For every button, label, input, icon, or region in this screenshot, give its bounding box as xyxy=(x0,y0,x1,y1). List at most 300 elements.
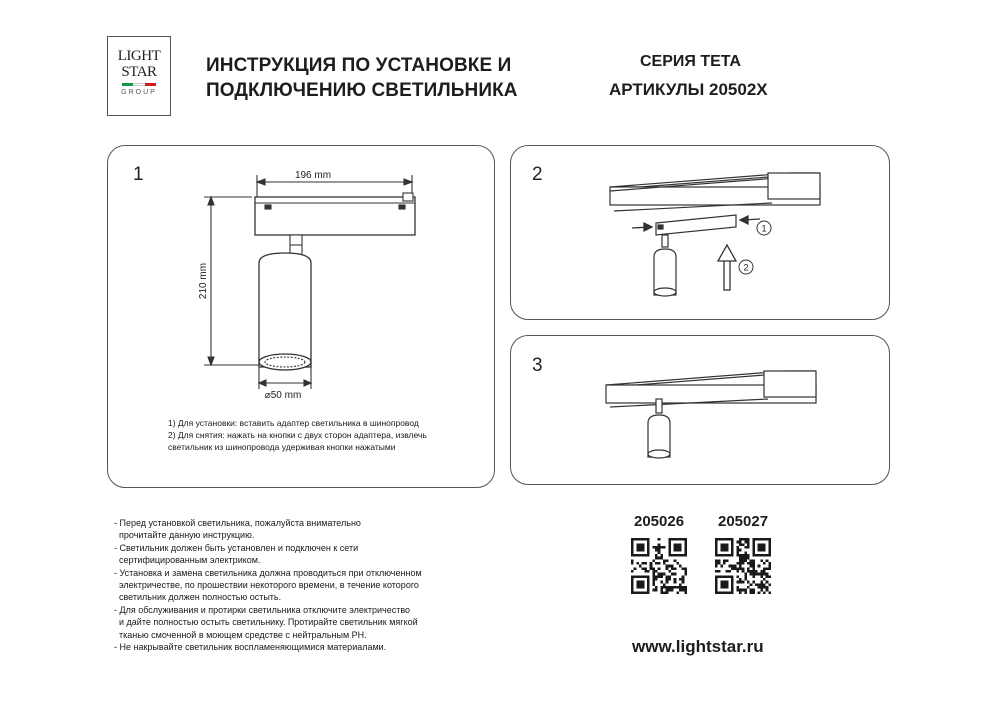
qr-module xyxy=(671,567,674,570)
qr-module xyxy=(723,543,726,546)
qr-module xyxy=(642,562,645,565)
qr-module xyxy=(731,565,734,568)
qr-module xyxy=(652,570,655,573)
qr-module xyxy=(728,591,731,594)
qr-module xyxy=(684,543,687,546)
qr-module xyxy=(768,583,771,586)
warning-line: - Перед установкой светильника, пожалуйста внимательно xyxy=(114,518,361,528)
qr-module xyxy=(723,591,726,594)
qr-module xyxy=(736,575,739,578)
product-code-1: 205026 xyxy=(634,513,685,530)
qr-module xyxy=(760,549,763,552)
lamp-cylinder xyxy=(259,253,311,367)
qr-module xyxy=(668,578,671,581)
qr-module xyxy=(634,554,637,557)
qr-module xyxy=(723,559,726,562)
qr-module xyxy=(642,583,645,586)
qr-module xyxy=(668,589,671,592)
qr-module xyxy=(723,581,726,584)
qr-module xyxy=(663,573,666,576)
qr-module xyxy=(647,589,650,592)
warning-line: сертифицированным электриком. xyxy=(114,555,261,566)
qr-module xyxy=(639,565,642,568)
qr-module xyxy=(766,586,769,589)
qr-module xyxy=(636,586,639,589)
qr-module xyxy=(682,586,685,589)
flag-green xyxy=(122,83,133,86)
qr-module xyxy=(739,554,742,557)
qr-module xyxy=(644,554,647,557)
qr-module xyxy=(768,591,771,594)
qr-module xyxy=(674,543,677,546)
qr-module xyxy=(658,538,661,541)
qr-module xyxy=(760,581,763,584)
qr-module xyxy=(631,583,634,586)
warning-line: - Установка и замена светильника должна проводиться при отключенном xyxy=(114,567,422,578)
marker-2-label: 2 xyxy=(743,262,749,273)
qr-module xyxy=(631,554,634,557)
qr-module xyxy=(747,581,750,584)
qr-module xyxy=(658,551,661,554)
series-label: СЕРИЯ TETA xyxy=(640,53,741,70)
qr-module xyxy=(728,538,731,541)
brand-logo xyxy=(107,36,171,116)
qr-module xyxy=(674,573,677,576)
qr-module xyxy=(655,575,658,578)
qr-module xyxy=(679,583,682,586)
qr-module xyxy=(728,565,731,568)
qr-module xyxy=(647,541,650,544)
qr-module xyxy=(752,589,755,592)
qr-module xyxy=(744,575,747,578)
qr-module xyxy=(666,565,669,568)
qr-module xyxy=(731,578,734,581)
qr-module xyxy=(631,578,634,581)
qr-module xyxy=(684,549,687,552)
qr-module xyxy=(682,538,685,541)
press-arrow-right-head xyxy=(740,216,748,224)
qr-module xyxy=(752,538,755,541)
qr-module xyxy=(674,559,677,562)
qr-module xyxy=(644,562,647,565)
qr-module xyxy=(731,591,734,594)
qr-module xyxy=(723,554,726,557)
qr-module xyxy=(636,538,639,541)
qr-module xyxy=(652,546,655,549)
qr-module xyxy=(639,586,642,589)
qr-module xyxy=(658,543,661,546)
qr-module xyxy=(666,589,669,592)
qr-module xyxy=(655,578,658,581)
qr-module xyxy=(663,546,666,549)
qr-module xyxy=(676,586,679,589)
qr-module xyxy=(747,538,750,541)
diameter-label: ⌀50 mm xyxy=(264,390,302,401)
page-title-line-1: ИНСТРУКЦИЯ ПО УСТАНОВКЕ И xyxy=(206,55,512,76)
qr-module xyxy=(744,573,747,576)
lift-arrow-shaft xyxy=(724,260,730,290)
warning-line: и дайте полностью остыть светильнику. Протирайте светильник мягкой xyxy=(114,617,418,628)
installed-drawing xyxy=(510,335,890,485)
qr-module xyxy=(739,543,742,546)
qr-module xyxy=(660,573,663,576)
qr-code-1 xyxy=(631,538,687,594)
qr-module xyxy=(636,583,639,586)
qr-module xyxy=(647,583,650,586)
qr-module xyxy=(682,575,685,578)
qr-module xyxy=(752,551,755,554)
qr-module xyxy=(668,575,671,578)
qr-module xyxy=(744,551,747,554)
qr-module xyxy=(639,549,642,552)
qr-module xyxy=(655,589,658,592)
qr-module xyxy=(723,575,726,578)
qr-module xyxy=(676,543,679,546)
step-1-number: 1 xyxy=(133,164,144,185)
qr-module xyxy=(666,567,669,570)
website-link[interactable]: www.lightstar.ru xyxy=(632,637,764,656)
qr-module xyxy=(676,546,679,549)
qr-module xyxy=(658,575,661,578)
qr-module xyxy=(676,549,679,552)
qr-module xyxy=(631,543,634,546)
qr-module xyxy=(726,543,729,546)
qr-module xyxy=(639,538,642,541)
adapter-button-left xyxy=(265,205,271,209)
qr-module xyxy=(739,557,742,560)
qr-module xyxy=(684,541,687,544)
logo-word-light: LIGHT xyxy=(117,48,161,64)
warning-line: - Не накрывайте светильник воспламеняющимися материалами. xyxy=(114,642,387,653)
qr-module xyxy=(731,586,734,589)
qr-module xyxy=(631,570,634,573)
qr-module xyxy=(652,589,655,592)
qr-module xyxy=(760,538,763,541)
qr-code-2 xyxy=(715,538,771,594)
qr-module xyxy=(758,586,761,589)
flag-white xyxy=(133,83,144,86)
lamp-lens-rim xyxy=(654,288,676,296)
qr-module xyxy=(747,586,750,589)
qr-module xyxy=(639,591,642,594)
qr-module xyxy=(674,567,677,570)
qr-module xyxy=(679,578,682,581)
qr-module xyxy=(726,575,729,578)
qr-module xyxy=(647,551,650,554)
qr-module xyxy=(650,565,653,568)
qr-module xyxy=(636,581,639,584)
qr-module xyxy=(668,541,671,544)
qr-module xyxy=(655,554,658,557)
qr-module xyxy=(739,589,742,592)
qr-module xyxy=(768,549,771,552)
qr-module xyxy=(682,578,685,581)
qr-module xyxy=(747,557,750,560)
qr-module xyxy=(720,549,723,552)
qr-module xyxy=(742,567,745,570)
qr-module xyxy=(726,586,729,589)
qr-module xyxy=(679,549,682,552)
qr-module xyxy=(668,549,671,552)
qr-module xyxy=(655,570,658,573)
qr-module xyxy=(718,559,721,562)
qr-module xyxy=(758,591,761,594)
qr-module xyxy=(760,589,763,592)
qr-module xyxy=(682,554,685,557)
qr-module xyxy=(723,586,726,589)
qr-module xyxy=(652,583,655,586)
diameter-arrow-right xyxy=(304,380,311,386)
qr-module xyxy=(736,562,739,565)
qr-module xyxy=(631,549,634,552)
qr-module xyxy=(723,538,726,541)
qr-module xyxy=(763,573,766,576)
qr-module xyxy=(731,581,734,584)
qr-module xyxy=(674,586,677,589)
qr-module xyxy=(718,570,721,573)
qr-module xyxy=(631,559,634,562)
qr-module xyxy=(728,570,731,573)
qr-module xyxy=(736,589,739,592)
qr-module xyxy=(634,538,637,541)
qr-module xyxy=(715,591,718,594)
qr-module xyxy=(731,589,734,592)
qr-module xyxy=(658,546,661,549)
qr-module xyxy=(763,538,766,541)
qr-module xyxy=(671,586,674,589)
qr-module xyxy=(742,562,745,565)
warning-line: - Светильник должен быть установлен и подключен к сети xyxy=(114,542,359,553)
qr-module xyxy=(744,589,747,592)
qr-module xyxy=(679,565,682,568)
qr-module xyxy=(744,578,747,581)
qr-module xyxy=(660,589,663,592)
qr-module xyxy=(731,551,734,554)
qr-module xyxy=(684,570,687,573)
qr-module xyxy=(723,546,726,549)
qr-module xyxy=(674,554,677,557)
qr-module xyxy=(679,543,682,546)
qr-module xyxy=(663,559,666,562)
logo-word-group: GROUP xyxy=(121,89,157,96)
qr-module xyxy=(755,554,758,557)
height-label: 210 mm xyxy=(198,262,209,300)
qr-module xyxy=(736,581,739,584)
qr-module xyxy=(763,554,766,557)
qr-module xyxy=(639,581,642,584)
qr-module xyxy=(715,551,718,554)
qr-module xyxy=(666,578,669,581)
qr-module xyxy=(744,559,747,562)
qr-module xyxy=(647,570,650,573)
qr-module xyxy=(734,567,737,570)
qr-module xyxy=(723,549,726,552)
qr-module xyxy=(720,543,723,546)
qr-module xyxy=(652,567,655,570)
qr-module xyxy=(742,554,745,557)
diameter-arrow-left xyxy=(259,380,266,386)
qr-module xyxy=(655,549,658,552)
qr-module xyxy=(752,570,755,573)
qr-module xyxy=(750,565,753,568)
lamp-lens-rim xyxy=(648,450,670,458)
qr-module xyxy=(658,557,661,560)
qr-module xyxy=(739,567,742,570)
qr-module xyxy=(644,570,647,573)
qr-module xyxy=(668,551,671,554)
qr-module xyxy=(720,583,723,586)
qr-module xyxy=(663,591,666,594)
qr-module xyxy=(766,554,769,557)
qr-module xyxy=(758,543,761,546)
height-arrow-bottom xyxy=(208,357,214,365)
adapter-button-right xyxy=(399,205,405,209)
qr-module xyxy=(715,543,718,546)
warning-line: светильник должен полностью остыть. xyxy=(114,592,282,603)
qr-module xyxy=(660,591,663,594)
qr-module xyxy=(642,549,645,552)
width-label: 196 mm xyxy=(294,170,332,181)
qr-module xyxy=(758,549,761,552)
qr-module xyxy=(652,581,655,584)
qr-module xyxy=(760,583,763,586)
qr-module xyxy=(726,546,729,549)
qr-module xyxy=(747,543,750,546)
qr-module xyxy=(644,567,647,570)
qr-module xyxy=(752,554,755,557)
qr-module xyxy=(682,581,685,584)
qr-module xyxy=(760,570,763,573)
safety-warnings xyxy=(114,517,422,653)
qr-module xyxy=(660,581,663,584)
qr-module xyxy=(739,565,742,568)
step-2-number: 2 xyxy=(532,164,543,185)
qr-module xyxy=(644,591,647,594)
qr-module xyxy=(726,591,729,594)
qr-module xyxy=(644,575,647,578)
qr-module xyxy=(739,559,742,562)
qr-module xyxy=(652,573,655,576)
qr-module xyxy=(758,573,761,576)
install-note-3: светильник из шинопровода удерживая кнопки нажатыми xyxy=(168,442,396,452)
qr-module xyxy=(674,581,677,584)
qr-module xyxy=(750,559,753,562)
qr-module xyxy=(760,586,763,589)
width-arrow-left xyxy=(257,179,265,185)
qr-module xyxy=(666,586,669,589)
qr-module xyxy=(647,591,650,594)
qr-module xyxy=(650,562,653,565)
qr-module xyxy=(642,538,645,541)
qr-module xyxy=(682,589,685,592)
qr-module xyxy=(668,538,671,541)
qr-module xyxy=(766,567,769,570)
qr-module xyxy=(736,586,739,589)
lamp-stem xyxy=(656,399,662,413)
qr-module xyxy=(631,538,634,541)
qr-module xyxy=(655,557,658,560)
qr-module xyxy=(660,546,663,549)
step-3-number: 3 xyxy=(532,355,543,376)
qr-module xyxy=(668,543,671,546)
qr-module xyxy=(676,591,679,594)
qr-module xyxy=(642,554,645,557)
qr-module xyxy=(763,570,766,573)
qr-module xyxy=(758,583,761,586)
qr-module xyxy=(742,570,745,573)
qr-module xyxy=(720,575,723,578)
qr-module xyxy=(642,581,645,584)
qr-module xyxy=(755,583,758,586)
qr-module xyxy=(736,549,739,552)
qr-module xyxy=(718,562,721,565)
qr-module xyxy=(752,559,755,562)
lamp-lens-rim xyxy=(259,354,311,370)
adapter xyxy=(656,215,736,235)
qr-module xyxy=(763,549,766,552)
qr-module xyxy=(763,583,766,586)
qr-module xyxy=(639,546,642,549)
qr-module xyxy=(747,570,750,573)
qr-module xyxy=(679,546,682,549)
qr-module xyxy=(636,591,639,594)
articles-label: АРТИКУЛЫ 20502X xyxy=(609,80,768,99)
qr-module xyxy=(768,543,771,546)
install-note-2: 2) Для снятия: нажать на кнопки с двух сторон адаптера, извлечь xyxy=(168,430,427,440)
qr-module xyxy=(744,591,747,594)
qr-module xyxy=(739,562,742,565)
qr-module xyxy=(684,538,687,541)
qr-module xyxy=(747,541,750,544)
qr-module xyxy=(758,546,761,549)
qr-module xyxy=(715,565,718,568)
qr-module xyxy=(644,538,647,541)
qr-module xyxy=(731,543,734,546)
qr-module xyxy=(718,591,721,594)
qr-module xyxy=(718,538,721,541)
qr-module xyxy=(720,565,723,568)
qr-module xyxy=(720,538,723,541)
qr-module xyxy=(655,586,658,589)
track-end-cap xyxy=(764,371,816,397)
qr-module xyxy=(679,538,682,541)
press-arrow-left-head xyxy=(644,223,652,231)
qr-module xyxy=(660,575,663,578)
qr-module xyxy=(715,570,718,573)
qr-module xyxy=(636,543,639,546)
qr-module xyxy=(676,554,679,557)
warning-line: - Для обслуживания и протирки светильника отключите электричество xyxy=(114,604,411,615)
qr-module xyxy=(728,554,731,557)
warning-line: прочитайте данную инструкцию. xyxy=(114,530,255,541)
qr-module xyxy=(760,546,763,549)
page-title-line-2: ПОДКЛЮЧЕНИЮ СВЕТИЛЬНИКА xyxy=(206,80,518,101)
qr-module xyxy=(631,575,634,578)
qr-module xyxy=(647,575,650,578)
qr-module xyxy=(647,586,650,589)
qr-module xyxy=(742,589,745,592)
qr-module xyxy=(768,551,771,554)
qr-module xyxy=(726,583,729,586)
qr-module xyxy=(684,586,687,589)
qr-module xyxy=(631,591,634,594)
qr-module xyxy=(752,591,755,594)
qr-module xyxy=(647,546,650,549)
qr-module xyxy=(720,591,723,594)
qr-module xyxy=(684,546,687,549)
qr-module xyxy=(642,567,645,570)
qr-module xyxy=(684,591,687,594)
